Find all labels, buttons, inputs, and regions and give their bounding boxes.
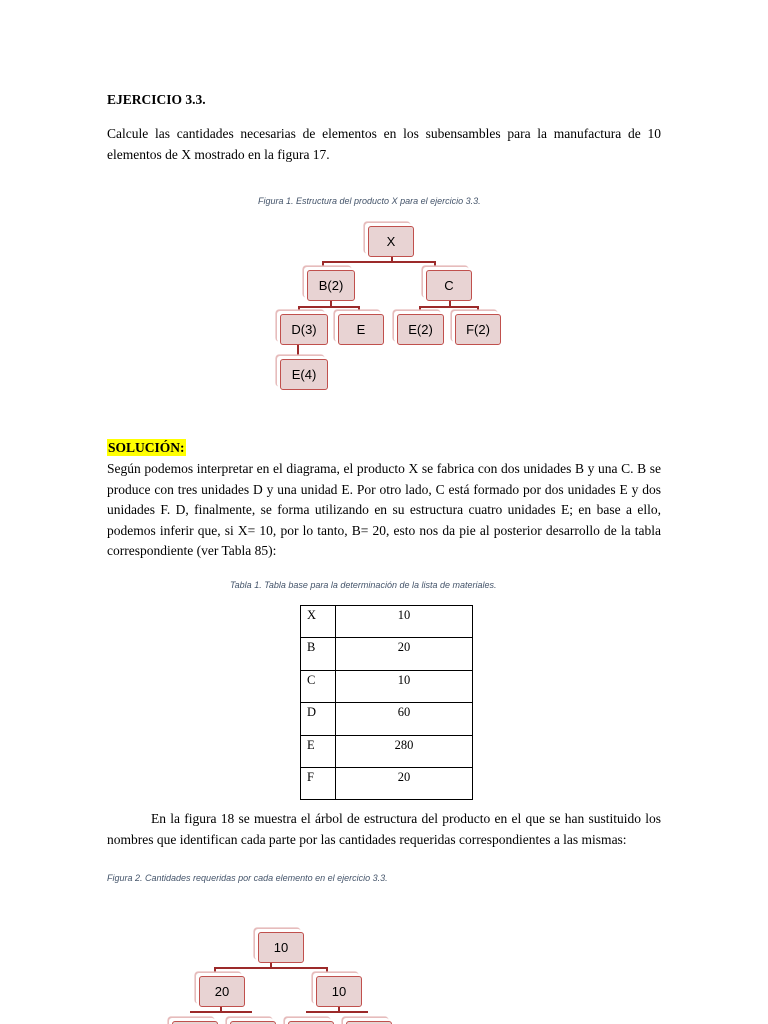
table-cell-qty: 20 [336,638,473,670]
node-c: C [426,270,472,301]
figure1-caption: Figura 1. Estructura del producto X para el ejercicio 3.3. [258,196,481,206]
table-cell-item: C [301,670,336,702]
node-root-qty: 10 [258,932,304,963]
tree-connector [297,345,299,358]
solution-label: SOLUCIÓN: [108,440,185,455]
node-b: B(2) [307,270,355,301]
figure2-tree [0,900,768,1024]
tree-connector [322,261,436,263]
bom-table [300,605,473,800]
tree-connector [298,306,300,314]
table-cell-qty: 280 [336,735,473,767]
table-row [301,735,473,767]
node-f2: F(2) [455,314,501,345]
tree-connector [434,261,436,270]
table-row [301,703,473,735]
table-cell-qty: 10 [336,606,473,638]
table-cell-item: X [301,606,336,638]
node-e: E [338,314,384,345]
table-row [301,670,473,702]
tree-connector [358,306,360,314]
figure1-tree [0,0,768,400]
tree-connector [214,967,328,969]
tree-connector [214,967,216,976]
node-right-qty: 10 [316,976,362,1007]
node-x: X [368,226,414,257]
table-cell-qty: 60 [336,703,473,735]
table-cell-item: B [301,638,336,670]
solution-text: Según podemos interpretar en el diagrama, el producto X se fabrica con dos unidades B y una C. B se produce con tres unidades D y una unidad E. Por otro lado, C está formado por dos unidades E y dos unidades F. D, finalmente, se forma utilizando en su estructura cuatro unidades E; en base a ello, podemos inferir que, si X= 10, por lo tanto, B= 20, esto nos da pie al posterior desarrollo de la tabla correspondiente (ver Tabla 85): [107,461,661,558]
table-cell-item: E [301,735,336,767]
table-cell-qty: 20 [336,767,473,799]
table-cell-qty: 10 [336,670,473,702]
exercise-heading: EJERCICIO 3.3. [107,92,206,107]
exercise-statement: Calcule las cantidades necesarias de elementos en los subensambles para la manufactura de 10 elementos de X mostrado en la figura 17. [107,126,661,162]
table-row [301,606,473,638]
table1-caption: Tabla 1. Tabla base para la determinación de la lista de materiales. [230,580,497,590]
node-e2: E(2) [397,314,444,345]
node-left-qty: 20 [199,976,245,1007]
table-row [301,767,473,799]
figure2-caption: Figura 2. Cantidades requeridas por cada elemento en el ejercicio 3.3. [107,873,388,883]
tree-connector [419,306,421,314]
figure2-intro-text: En la figura 18 se muestra el árbol de estructura del producto en el que se han sustituido los nombres que identifican cada parte por las cantidades requeridas correspondientes a las mismas: [107,811,661,847]
table-cell-item: D [301,703,336,735]
tree-connector [477,306,479,314]
tree-connector [190,1011,252,1013]
tree-connector [306,1011,368,1013]
table-cell-item: F [301,767,336,799]
tree-connector [298,306,360,308]
tree-connector [419,306,479,308]
node-e4: E(4) [280,359,328,390]
table-row [301,638,473,670]
tree-connector [326,967,328,976]
tree-connector [322,261,324,270]
node-d: D(3) [280,314,328,345]
